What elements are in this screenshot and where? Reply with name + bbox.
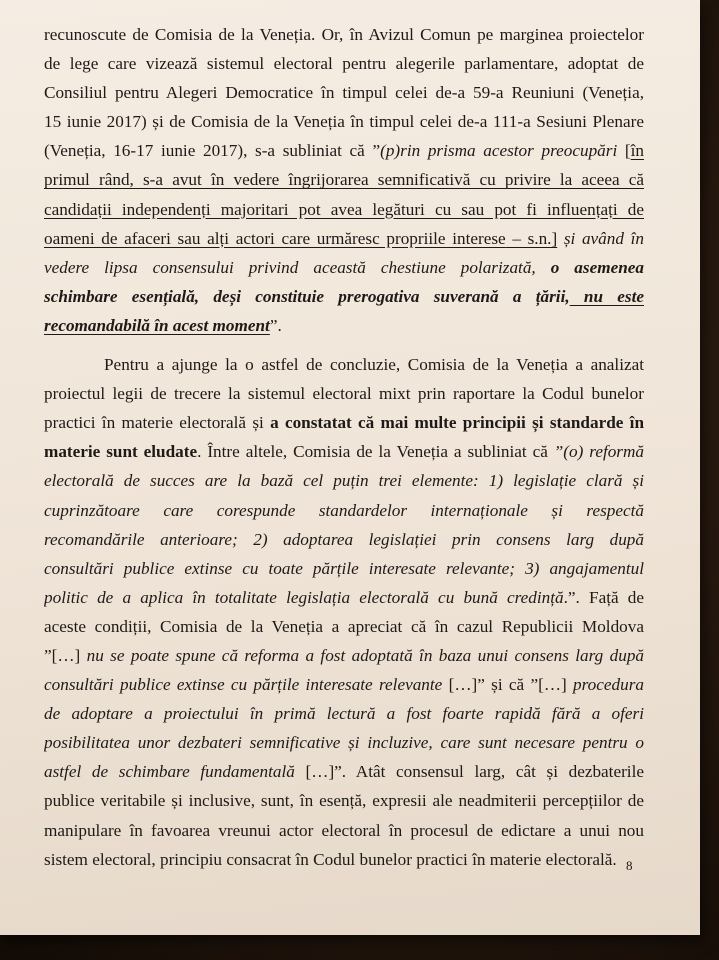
quote-italic: ”(o) reformă <box>553 442 644 462</box>
bold-text: materie sunt eludate <box>44 442 198 462</box>
quote-italic: vedere lipsa consensului privind această chestiune polarizată, <box>44 257 536 277</box>
text-line: Pentru a ajunge la o astfel de concluzie, Comisia de la Veneția a analizat <box>104 355 644 375</box>
text-line: aceste condiții, Comisia de la Veneția a apreciat că în cazul Republicii Moldova <box>44 616 644 636</box>
quote-italic: și având în <box>557 228 644 248</box>
text-line <box>44 282 644 311</box>
text-line: consultări publice extinse cu toate părțile interesate relevante; 3) angajamentul <box>44 558 644 578</box>
quote-italic: nu se poate spune că reforma a fost adoptată în baza unui consens larg după <box>86 645 644 665</box>
page-text <box>44 20 644 874</box>
quote-italic: consultări publice extinse cu părțile interesate relevante <box>44 675 443 695</box>
page-number: 8 <box>626 858 633 873</box>
quote-italic: (p)rin prisma acestor preocupări <box>380 141 618 161</box>
text-run: [ <box>617 141 631 161</box>
text-line: recunoscute de Comisia de la Veneția. Or, în Avizul Comun pe marginea proiectelor <box>44 25 644 44</box>
editor-note: – s.n.] <box>505 228 558 248</box>
text-run: ”. <box>269 315 282 335</box>
text-line: sistem electoral, principiu consacrat în Codul bunelor practici în materie electorală. <box>44 849 617 869</box>
quote-italic: politic de a aplica în totalitate legislația electorală cu bună credință <box>44 587 564 607</box>
text-line <box>44 583 644 612</box>
text-line <box>44 670 644 699</box>
quote-italic: astfel de schimbare fundamentală <box>44 762 295 782</box>
quote-bold-italic-underlined: recomandabilă în acest moment <box>44 315 270 335</box>
text-line: Consiliul pentru Alegeri Democratice în timpul celei de-a 59-a Reuniuni (Veneția, <box>44 83 644 103</box>
text-line <box>44 437 644 466</box>
text-run: […]” și că ”[…] <box>442 675 574 695</box>
text-line: de adoptare a proiectului în primă lectură a fost foarte rapidă fără a oferi <box>44 704 644 724</box>
text-line <box>44 253 644 282</box>
text-line: electorală de succes are la bază cel puțin trei elemente: 1) legislație clară și <box>44 471 644 491</box>
underlined-text: oameni de afaceri sau alți actori care urmăresc propriile interese <box>44 228 506 248</box>
text-line: cuprinzătoare care corespunde standardelor internaționale și respectă <box>44 500 644 520</box>
text-line <box>44 136 644 165</box>
text-line <box>44 641 644 670</box>
text-run: […]”. Atât consensul larg, cât și dezbaterile <box>294 762 644 782</box>
text-run: (Veneția, 16-17 iunie 2017), s-a subliniat că ” <box>44 141 381 161</box>
text-run: ”[…] <box>44 645 87 665</box>
text-line: posibilitatea unor dezbateri semnificative și incluzive, care sunt necesare pentru o <box>44 733 644 753</box>
underlined-line: candidații independenți majoritari pot avea legături cu sau pot fi influențați de <box>44 199 644 219</box>
text-line: manipulare în favoarea vreunui actor electoral în procesul de edictare a unui nou <box>44 820 644 840</box>
text-line: 15 iunie 2017) și de Comisia de la Veneția în timpul celei de-a 111-a Sesiuni Plenare <box>44 112 644 132</box>
quote-bold-italic: schimbare esențială, deși constituie prerogativa suverană a țării, <box>44 286 570 306</box>
text-line: publice veritabile și inclusive, sunt, în esență, expresii ale neadmiterii percepțiilor de <box>44 791 644 811</box>
text-line <box>44 311 644 340</box>
text-line: recomandările anterioare; 2) adoptarea legislației prin consens larg după <box>44 529 644 549</box>
quote-bold-italic-underlined: nu este <box>569 286 644 306</box>
text-line: de lege care vizează sistemul electoral pentru alegerile parlamentare, adoptat de <box>44 54 644 74</box>
underlined-text: în <box>630 141 644 161</box>
text-line: proiectul legii de trecere la sistemul electoral mixt prin raportare la Codul bunelor <box>44 384 644 404</box>
text-run: . Între altele, Comisia de la Veneția a subliniat că <box>197 442 554 462</box>
text-line <box>44 224 644 253</box>
quote-italic: procedura <box>573 675 644 695</box>
underlined-line: primul rând, s-a avut în vedere îngrijorarea semnificativă cu privire la aceea că <box>44 170 644 190</box>
quote-bold-italic: o asemenea <box>535 257 644 277</box>
text-line <box>44 757 644 786</box>
text-line <box>44 408 644 437</box>
bold-text: a constatat că mai multe principii și standarde în <box>270 413 644 433</box>
text-run: practici în materie electorală și <box>44 413 271 433</box>
text-run: .”. Față de <box>563 587 644 607</box>
